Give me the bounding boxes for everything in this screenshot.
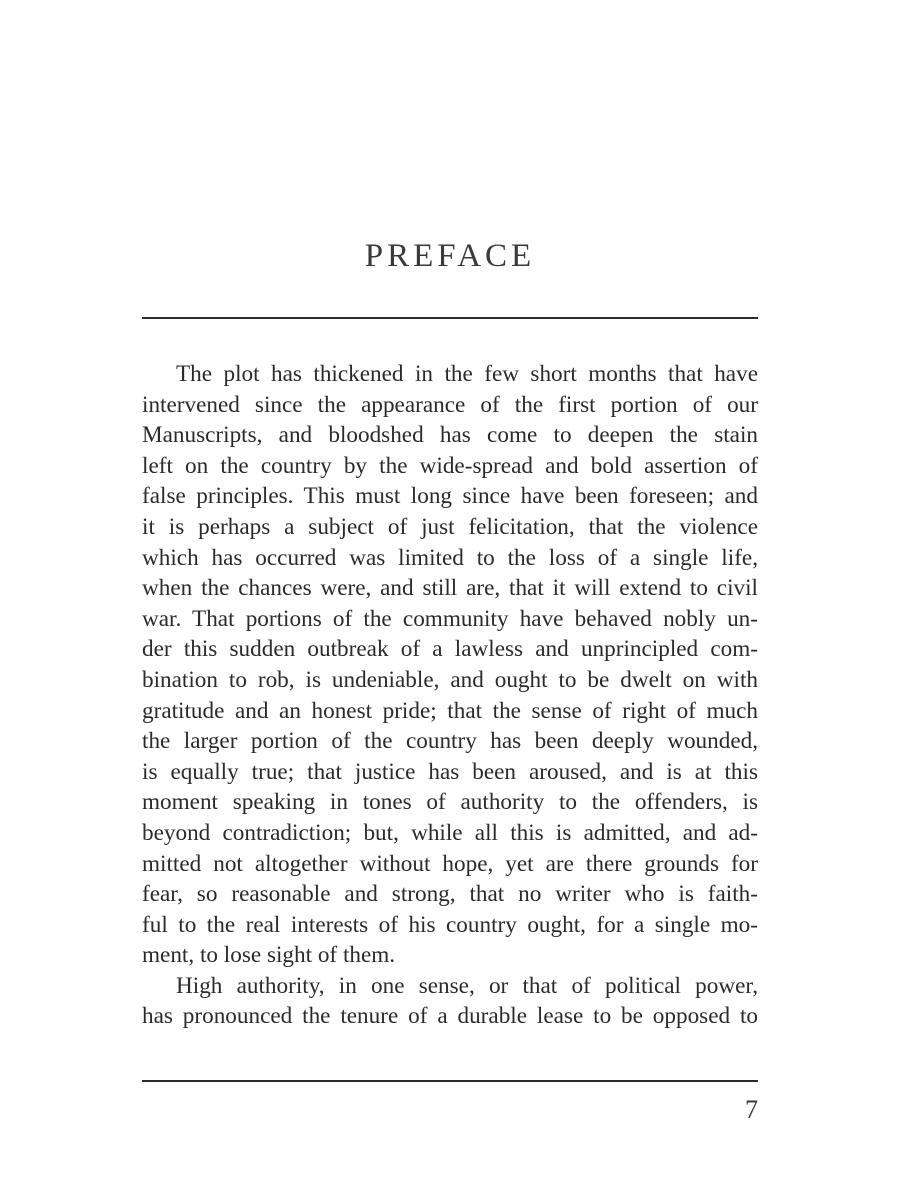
chapter-heading: PREFACE (364, 238, 536, 274)
text-line: left on the country by the wide-spread and bold assertion of (142, 452, 758, 479)
text-line: ful to the real interests of his country ought, for a single mo- (142, 911, 758, 938)
text-line: High authority, in one sense, or that of political power, (176, 972, 758, 999)
body-text (142, 359, 758, 1032)
text-line: when the chances were, and still are, that it will extend to civil (142, 575, 758, 602)
page-number: 7 (745, 1095, 758, 1124)
text-line: false principles. This must long since have been foreseen; and (142, 483, 758, 510)
text-line: it is perhaps a subject of just felicitation, that the violence (142, 513, 758, 540)
text-line: has pronounced the tenure of a durable lease to be opposed to (142, 1003, 758, 1030)
text-line: gratitude and an honest pride; that the sense of right of much (142, 697, 758, 724)
text-line: the larger portion of the country has been deeply wounded, (142, 728, 758, 755)
text-line: which has occurred was limited to the loss of a single life, (142, 544, 758, 571)
text-line: fear, so reasonable and strong, that no writer who is faith- (142, 881, 758, 908)
text-line: bination to rob, is undeniable, and ought to be dwelt on with (142, 666, 758, 693)
text-line: intervened since the appearance of the first portion of our (142, 391, 758, 418)
bottom-rule (142, 1080, 758, 1082)
text-line: moment speaking in tones of authority to the offenders, is (142, 789, 758, 816)
text-line: beyond contradiction; but, while all this is admitted, and ad- (142, 819, 758, 846)
text-line: The plot has thickened in the few short months that have (176, 361, 758, 387)
text-line: Manuscripts, and bloodshed has come to deepen the stain (142, 422, 758, 449)
top-rule (142, 317, 758, 319)
text-line: mitted not altogether without hope, yet are there grounds for (142, 850, 758, 877)
text-line: is equally true; that justice has been aroused, and is at this (142, 758, 758, 785)
text-line: der this sudden outbreak of a lawless and unprincipled com- (142, 636, 758, 663)
text-line: war. That portions of the community have behaved nobly un- (142, 605, 758, 632)
text-line: ment, to lose sight of them. (142, 942, 396, 969)
